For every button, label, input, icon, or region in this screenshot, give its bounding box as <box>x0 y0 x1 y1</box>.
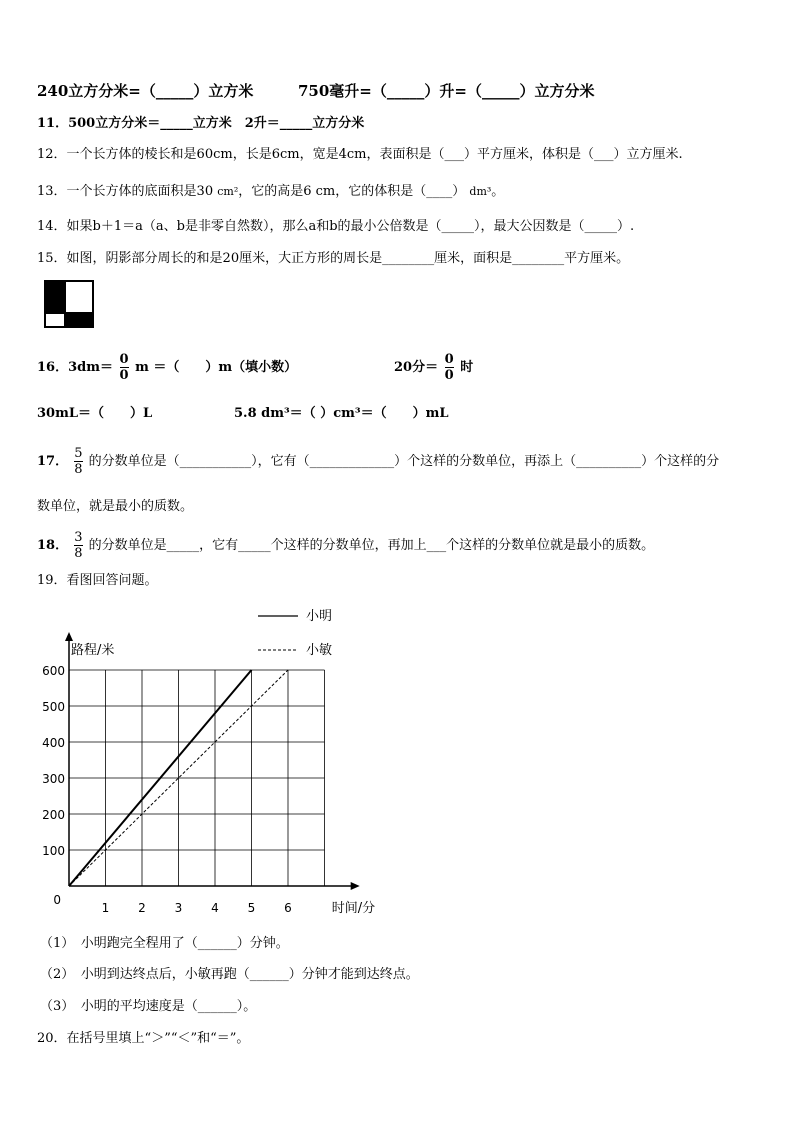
question-19-sub-3: （3） 小明的平均速度是（______）。 <box>40 999 257 1014</box>
origin-label: 0 <box>53 893 61 907</box>
line-volume-conversion: 240立方分米=（_____）立方米 <box>37 82 254 100</box>
shaded-region-2 <box>66 312 92 326</box>
question-19-sub-1: （1） 小明跑完全程用了（______）分钟。 <box>40 936 289 951</box>
q13-text-c: 。 <box>491 184 505 199</box>
q18-number: 18． <box>37 538 69 553</box>
question-16 <box>37 352 297 383</box>
line-volume-conversion-2: 750毫升=（_____）升=（_____）立方分米 <box>298 82 595 100</box>
q17-denominator: 8 <box>74 462 83 477</box>
y-tick-label: 300 <box>42 772 65 786</box>
q16-text-d: 时 <box>460 360 474 375</box>
white-region-2 <box>46 312 66 326</box>
x-tick-label: 3 <box>174 901 183 915</box>
q16-fraction <box>120 352 129 383</box>
q13-unit-1: cm² <box>217 185 239 198</box>
x-tick-label: 1 <box>101 901 110 915</box>
y-axis-title: 路程/米 <box>71 643 115 658</box>
q16-text-a: 16．3dm＝ <box>37 360 113 375</box>
question-17-cont: 数单位，就是最小的质数。 <box>37 499 194 514</box>
q17-number: 17． <box>37 454 69 469</box>
q16-fraction-2 <box>445 352 454 383</box>
question-19-sub-2: （2） 小明到达终点后，小敏再跑（______）分钟才能到达终点。 <box>40 967 419 982</box>
question-18 <box>37 530 654 561</box>
q16-denominator-2: 0 <box>444 368 454 383</box>
q18-numerator: 3 <box>74 530 83 545</box>
q16-numerator: 0 <box>119 352 129 367</box>
y-tick-label: 400 <box>42 736 65 750</box>
x-axis-title: 时间/分 <box>331 901 376 916</box>
question-20: 20．在括号里填上“＞”“＜”和“＝”。 <box>37 1031 250 1046</box>
question-14: 14．如果b＋1＝a（a、b是非零自然数），那么a和b的最小公倍数是（_____），最大公因数是（_____）. <box>37 219 635 234</box>
q18-text: 的分数单位是_____，它有_____个这样的分数单位，再加上___个这样的分数单位就是最小的质数。 <box>88 538 655 553</box>
q13-unit-2: dm³ <box>469 185 492 198</box>
y-tick-label: 200 <box>42 808 65 822</box>
q13-text-a: 13．一个长方体的底面积是30 <box>37 184 214 199</box>
white-region <box>64 282 92 312</box>
y-tick-label: 500 <box>42 700 65 714</box>
q17-text: 的分数单位是（___________），它有（_____________）个这样的分数单位，再添上（__________）个这样的分 <box>88 454 720 469</box>
q13-text-b: ，它的高是6 cm，它的体积是（____） <box>238 184 466 199</box>
q17-numerator: 5 <box>74 446 83 461</box>
question-19: 19．看图回答问题。 <box>37 573 158 588</box>
q16-text-b: m ＝（ ）m（填小数） <box>135 360 298 375</box>
q16-text-c: 20分＝ <box>394 360 439 375</box>
question-17 <box>37 446 719 477</box>
question-12: 12．一个长方体的棱长和是60cm，长是6cm，宽是4cm，表面积是（___）平方厘米，体积是（___）立方厘米. <box>37 147 683 162</box>
q18-denominator: 8 <box>74 546 83 561</box>
question-13 <box>37 183 504 201</box>
question-16-line-2b: 5.8 dm³＝（ ）cm³＝（ ）mL <box>234 406 449 421</box>
legend-label-1: 小明 <box>306 609 333 624</box>
shaded-region <box>46 282 64 312</box>
q18-fraction <box>74 530 82 561</box>
y-tick-label: 100 <box>42 844 65 858</box>
question-16-part-2 <box>394 352 473 383</box>
question-16-line-2: 30mL＝（ ）L <box>37 406 153 421</box>
x-tick-label: 4 <box>211 901 219 915</box>
legend-label-2: 小敏 <box>306 643 333 658</box>
distance-time-chart <box>0 600 794 930</box>
q17-fraction <box>74 446 82 477</box>
question-15: 15．如图，阴影部分周长的和是20厘米，大正方形的周长是________厘米，面积是________平方厘米。 <box>37 251 630 266</box>
y-tick-label: 600 <box>42 664 65 678</box>
question-11: 11．500立方分米＝_____立方米 2升＝_____立方分米 <box>37 116 365 131</box>
y-axis-arrow <box>65 632 73 641</box>
q16-numerator-2: 0 <box>444 352 454 367</box>
x-tick-label: 2 <box>138 901 146 915</box>
x-axis-arrow <box>351 882 360 890</box>
x-tick-label: 5 <box>247 901 256 915</box>
x-tick-label: 6 <box>284 901 292 915</box>
square-figure <box>44 280 94 328</box>
q16-denominator: 0 <box>119 368 129 383</box>
